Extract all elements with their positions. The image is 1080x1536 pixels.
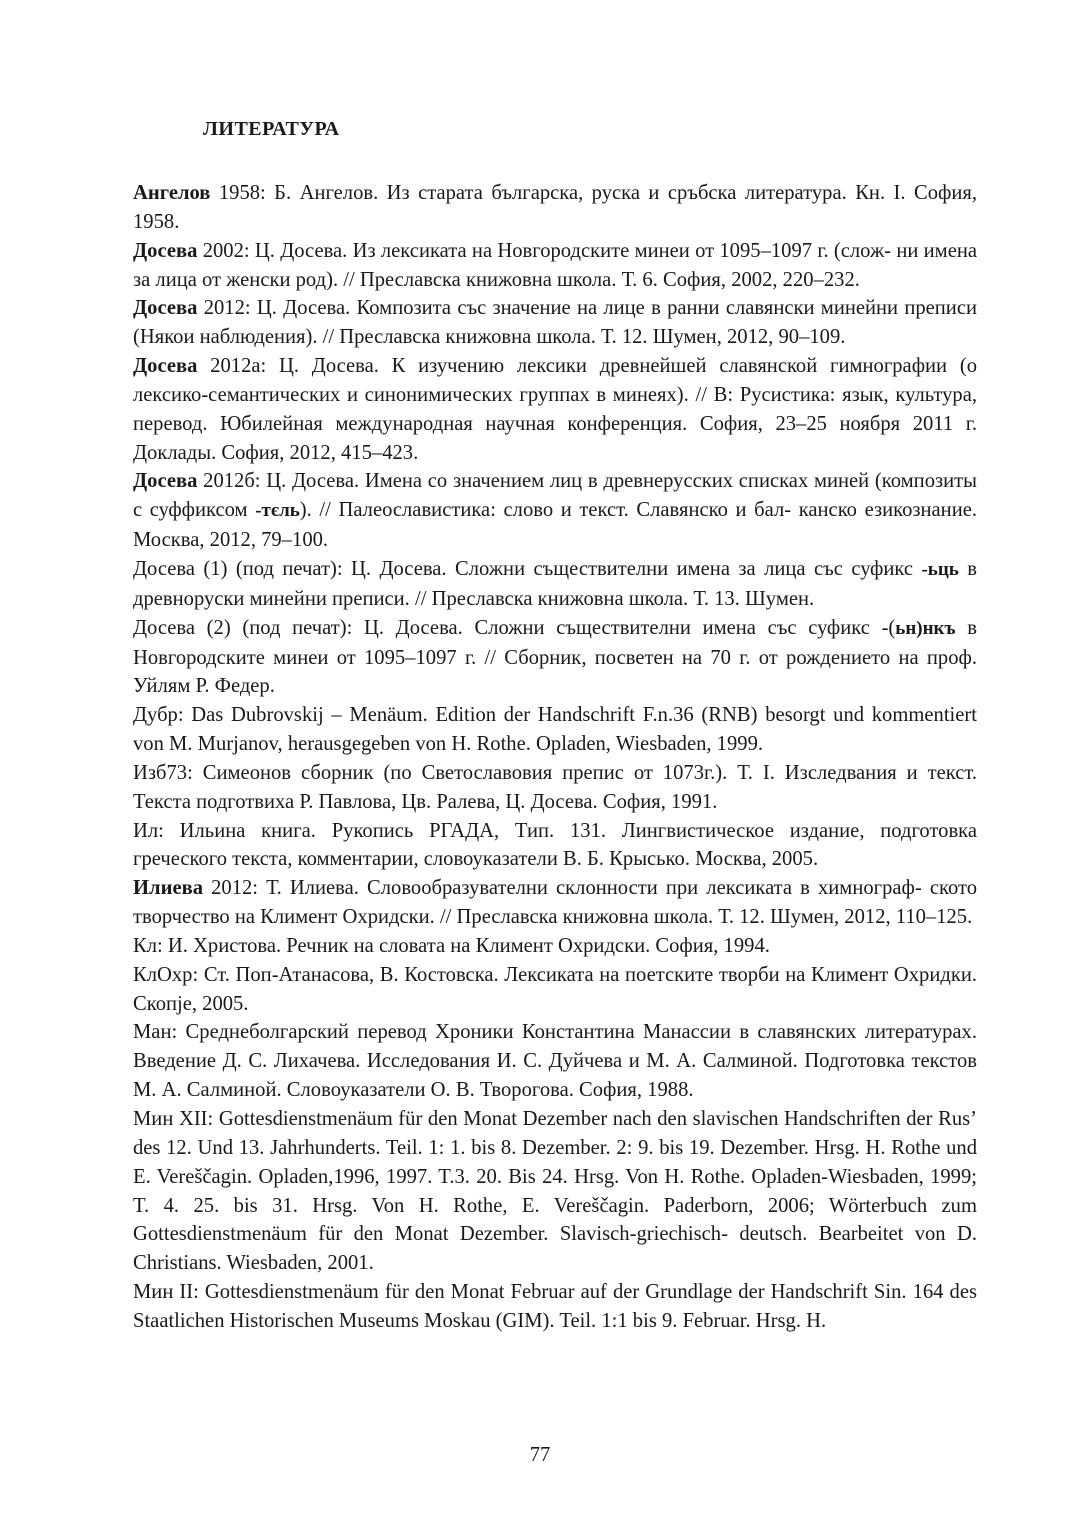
reference-entry — [133, 1018, 977, 1105]
reference-text: 2012: Ц. Досева. Композита със значение на лице в ранни славянски минейни преписи (Някои наблюдения). // Преславска книжовна школа. Т. 12. Шумен, 2012, 90–109. — [133, 297, 977, 349]
reference-entry — [133, 759, 977, 817]
reference-author-key: Досева — [133, 470, 198, 493]
reference-text: КлОхр: Ст. Поп-Атанасова, В. Костовска. Лексиката на поетските творби на Климент Охридки. Скопје, 2005. — [133, 963, 977, 1015]
reference-entry — [133, 555, 977, 614]
reference-text: 2012б: Ц. Досева. Имена со значением лиц в древнерусских списках миней (композиты с суффиксом — [133, 470, 977, 522]
reference-text: 1958: Б. Ангелов. Из старата българска, руска и сръбска литература. Кн. I. София, 1958. — [133, 182, 977, 233]
reference-text: Кл: И. Христова. Речник на словата на Климент Охридски. София, 1994. — [133, 934, 770, 957]
reference-text: Изб73: Симеонов сборник (по Светославовия препис от 1073г.). Т. I. Изследвания и текст. Текста подготвиха Р. Павлова, Цв. Ралева, Ц. Досева. София, 1991. — [133, 761, 977, 813]
page-number: 77 — [529, 1444, 551, 1466]
reference-author-key: Ангелов — [133, 182, 211, 204]
reference-text: Мин II: Gottesdienstmenäum für den Monat Februar auf der Grundlage der Handschrift Sin. 164 des Staatlichen Historischen Museums Moskau (GIM). Teil. 1:1 bis 9. Februar. Hrsg. H. — [133, 1281, 977, 1332]
reference-text: Ман: Среднеболгарский перевод Хроники Константина Манассии в славянских литературах. Введение Д. С. Лихачева. Исследования И. С. Дуйчева и М. А. Салминой. Подготовка текстов М. А. Салминой. Словоуказатели О. В. Творогова. София, 1988. — [133, 1021, 977, 1102]
reference-entry — [133, 961, 977, 1019]
reference-entry — [133, 817, 977, 875]
slavonic-suffix: -тєль — [255, 500, 300, 522]
reference-entry — [133, 237, 977, 295]
reference-entry — [133, 701, 977, 759]
reference-entry — [133, 932, 977, 961]
reference-entry — [133, 467, 977, 555]
reference-entry — [133, 179, 977, 237]
reference-author-key: Досева — [133, 297, 198, 320]
reference-text: ). // Палеославистика: слово и текст. Славянско и бал- канско езикознание. Москва, 2012, 79–100. — [133, 499, 978, 552]
reference-text: 2012а: Ц. Досева. К изучению лексики древнейшей славянской гимнографии (о лексико-семантических и синонимических группах в минеях). // В: Русистика: язык, культура, перевод. Юбилейная международная научная конференция. София, 23–25 ноября 2011 г. Доклады. София, 2012, 415–423. — [133, 355, 977, 464]
reference-author-key: Досева — [133, 239, 198, 262]
reference-author-key: Досева — [133, 355, 198, 378]
reference-list — [133, 179, 977, 1336]
reference-text: 2012: Т. Илиева. Словообразувателни склонности при лексиката в химнограф- ското творчество на Климент Охридски. // Преславска книжовна школа. Т. 12. Шумен, 2012, 110–125. — [133, 877, 977, 929]
reference-entry — [133, 874, 977, 932]
reference-text: Досева (2) (под печат): Ц. Досева. Сложни съществителни имена със суфикс -( — [133, 616, 896, 639]
slavonic-suffix: -ьць — [921, 558, 959, 580]
reference-text: Дубр: Das Dubrovskij – Menäum. Edition der Handschrift F.n.36 (RNB) besorgt und kommentiert von M. Murjanov, herausgegeben von H. Rothe. Opladen, Wiesbaden, 1999. — [133, 704, 977, 756]
reference-text: в древноруски минейни преписи. // Преславска книжовна школа. Т. 13. Шумен. — [133, 557, 977, 610]
reference-text: Ил: Ильина книга. Рукопись РГАДА, Тип. 131. Лингвистическое издание, подготовка греческого текста, комментарии, словоуказатели В. Б. Крысько. Москва, 2005. — [133, 819, 977, 871]
reference-entry — [133, 614, 977, 702]
reference-text: в Новгородските минеи от 1095–1097 г. // Сборник, посветен на 70 г. от рождението на проф. Уйлям Р. Федер. — [133, 616, 977, 698]
reference-entry — [133, 1105, 977, 1278]
reference-author-key: Илиева — [133, 877, 203, 900]
reference-text: Мин XII: Gottesdienstmenäum für den Monat Dezember nach den slavischen Handschriften der Rus’ des 12. Und 13. Jahrhunderts. Teil. 1: 1. bis 8. Dezember. 2: 9. bis 19. Dezember. Hrsg. H. Rothe und E. Vereščagin. Opladen,1996, 1997. T.3. 20. Bis 24. Hrsg. Von H. Rothe. Opladen-Wiesbaden, 1999; T. 4. 25. bis 31. Hrsg. Von H. Rothe, E. Vereščagin. Paderborn, 2006; Wörterbuch zum Gottesdienstmenäum für den Monat Dezember. Slavisch-griechisch- deutsch. Bearbeitet von D. Christians. Wiesbaden, 2001. — [133, 1108, 977, 1275]
slavonic-suffix: ьн)нкъ — [895, 617, 956, 639]
page-title: ЛИТЕРАТУРА — [203, 118, 340, 140]
reference-text: 2002: Ц. Досева. Из лексиката на Новгородските минеи от 1095–1097 г. (слож- ни имена за лица от женски род). // Преславска книжовна школа. Т. 6. София, 2002, 220–232. — [133, 239, 977, 291]
reference-text: Досева (1) (под печат): Ц. Досева. Сложни съществителни имена за лица със суфикс — [133, 557, 922, 580]
reference-entry — [133, 352, 977, 467]
reference-entry — [133, 294, 977, 352]
reference-entry — [133, 1278, 977, 1336]
